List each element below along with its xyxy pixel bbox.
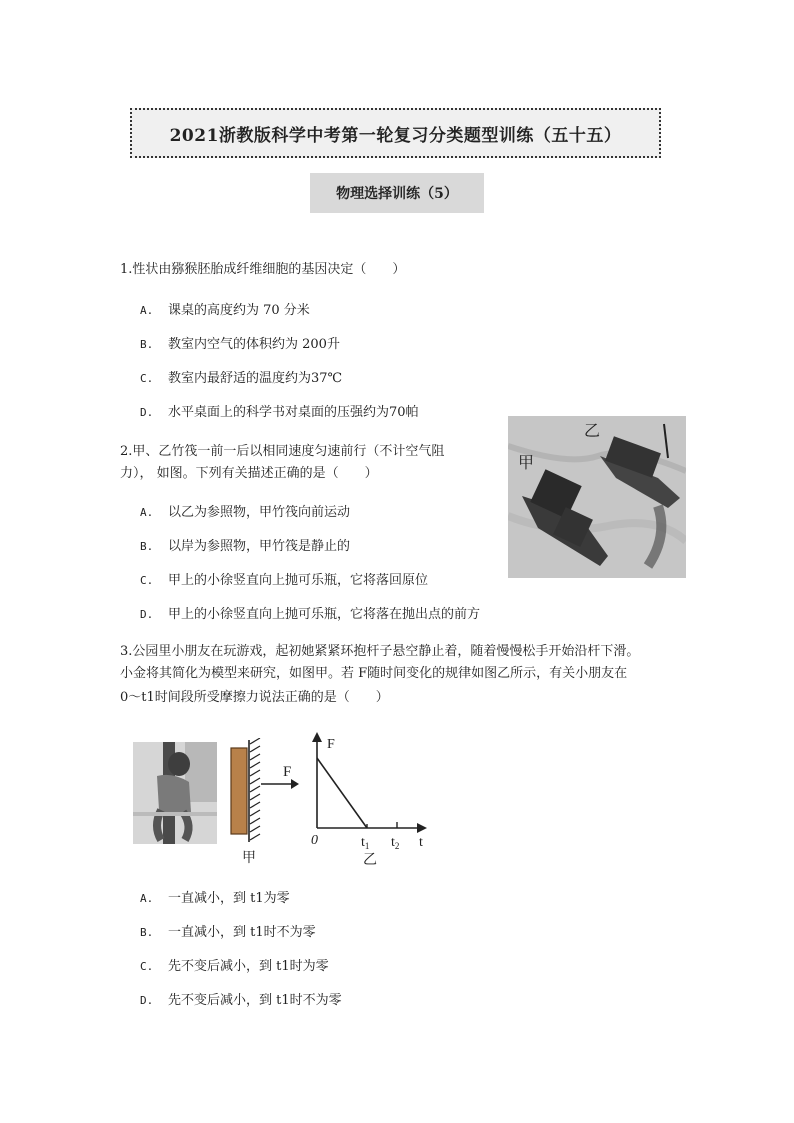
graph-t2-label: $t_2$: [391, 835, 400, 851]
question-2-stem-line-2: 力）， 如图。下列有关描述正确的是（ ）: [120, 466, 378, 481]
question-1-option-b: B. 教室内空气的体积约为 200升: [140, 337, 340, 352]
force-label: F: [283, 764, 292, 780]
section-subtitle: 物理选择训练（5）: [310, 173, 484, 213]
question-3-option-c: C. 先不变后减小，到 t1时为零: [140, 959, 329, 974]
question-3-option-a: A. 一直减小，到 t1为零: [140, 891, 290, 906]
raft-label-yi: 乙: [584, 423, 601, 440]
question-3-stem-line-2: 小金将其简化为模型来研究，如图甲。若 F随时间变化的规律如图乙所示，有关小朋友在: [120, 666, 628, 681]
question-3-stem-line-3: 0～t1时间段所受摩擦力说法正确的是（ ）: [120, 690, 389, 705]
question-1-stem: 1.性状由猕猴胚胎成纤维细胞的基因决定（ ）: [120, 262, 406, 277]
graph-t1-label: $t_1$: [361, 835, 370, 851]
question-2-option-d: D. 甲上的小徐竖直向上抛可乐瓶，它将落在抛出点的前方: [140, 607, 481, 622]
x-axis-arrow-icon: [417, 823, 427, 833]
bamboo-raft-photo: [508, 416, 686, 578]
question-2-option-a: A. 以乙为参照物，甲竹筏向前运动: [140, 505, 351, 520]
caption-jia: 甲: [242, 849, 256, 864]
force-line: [317, 758, 367, 828]
question-3-option-d: D. 先不变后减小，到 t1时不为零: [140, 993, 342, 1008]
question-1-option-d: D. 水平桌面上的科学书对桌面的压强约为70帕: [140, 405, 419, 420]
arrow-head-icon: [291, 779, 299, 789]
question-2-stem-line-1: 2.甲、乙竹筏一前一后以相同速度匀速前行（不计空气阻: [120, 444, 445, 459]
caption-yi: 乙: [363, 851, 377, 866]
y-axis-arrow-icon: [312, 732, 322, 742]
document-title: 2021浙教版科学中考第一轮复习分类题型训练（五十五）: [130, 108, 661, 158]
question-1-option-a: A. 课桌的高度约为 70 分米: [140, 303, 310, 318]
graph-x-label: t: [419, 835, 423, 850]
model-diagram-jia: [225, 738, 305, 864]
question-3-option-b: B. 一直减小，到 t1时不为零: [140, 925, 316, 940]
raft-label-jia: 甲: [518, 455, 535, 472]
question-2-option-c: C. 甲上的小徐竖直向上抛可乐瓶，它将落回原位: [140, 573, 429, 588]
graph-origin-label: 0: [311, 833, 318, 848]
child-on-pole-photo: [133, 742, 217, 844]
force-time-graph: [305, 728, 435, 866]
question-2-option-b: B. 以岸为参照物，甲竹筏是静止的: [140, 539, 351, 554]
question-3-stem-line-1: 3.公园里小朋友在玩游戏，起初她紧紧环抱杆子悬空静止着，随着慢慢松手开始沿杆下滑。: [120, 644, 640, 659]
graph-y-label: F: [327, 737, 335, 752]
question-1-option-c: C. 教室内最舒适的温度约为37℃: [140, 371, 343, 386]
